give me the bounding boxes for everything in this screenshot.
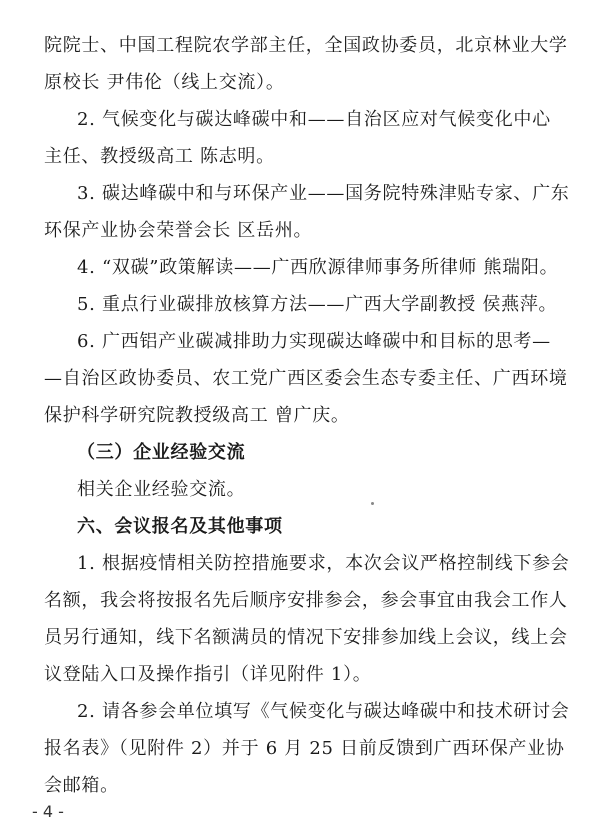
text-line-4: 主任、教授级高工 陈志明。 [44,146,275,167]
text-line-9: 6. 广西铝产业碳减排助力实现碳达峰碳中和目标的思考— [77,331,551,352]
text-line-19: 2. 请各参会单位填写《气候变化与碳达峰碳中和技术研讨会 [77,701,570,722]
page-number: - 4 - [32,802,64,821]
text-line-21: 会邮箱。 [44,775,119,796]
text-line-16: 名额，我会将按报名先后顺序安排参会，参会事宜由我会工作人 [44,590,568,611]
section-heading-enterprise: （三）企业经验交流 [77,442,246,463]
text-line-10: —自治区政协委员、农工党广西区委会生态专委主任、广西环境 [44,368,568,389]
text-line-13: 相关企业经验交流。 [77,479,246,500]
text-line-1: 院院士、中国工程院农学部主任，全国政协委员，北京林业大学 [44,35,568,56]
text-line-2: 原校长 尹伟伦（线上交流）。 [44,72,285,93]
text-line-8: 5. 重点行业碳排放核算方法——广西大学副教授 侯燕萍。 [77,294,558,315]
text-line-18: 议登陆入口及操作指引（详见附件 1）。 [44,664,372,685]
scan-speck [371,502,374,505]
text-line-20: 报名表》（见附件 2）并于 6 月 25 日前反馈到广西环保产业协 [44,738,565,759]
text-line-6: 环保产业协会荣誉会长 区岳州。 [44,220,313,241]
section-heading-registration: 六、会议报名及其他事项 [77,516,283,537]
text-line-17: 员另行通知，线下名额满员的情况下安排参加线上会议，线上会 [44,627,568,648]
text-line-15: 1. 根据疫情相关防控措施要求，本次会议严格控制线下参会 [77,553,570,574]
text-line-5: 3. 碳达峰碳中和与环保产业——国务院特殊津贴专家、广东 [77,183,570,204]
text-line-11: 保护科学研究院教授级高工 曾广庆。 [44,405,350,426]
text-line-7: 4. “双碳”政策解读——广西欣源律师事务所律师 熊瑞阳。 [77,257,559,278]
text-line-3: 2. 气候变化与碳达峰碳中和——自治区应对气候变化中心 [77,109,551,130]
